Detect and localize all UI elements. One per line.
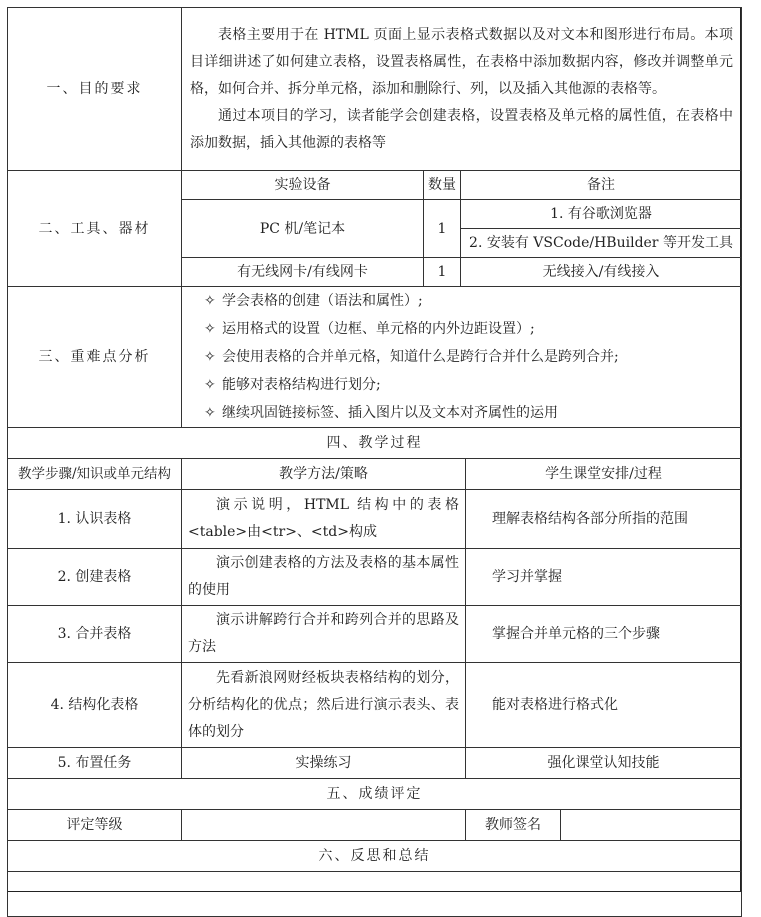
process-step-1: 1. 认识表格 xyxy=(8,490,182,549)
tools-label: 二、工具、器材 xyxy=(8,171,182,287)
tools-note-1a: 1. 有谷歌浏览器 xyxy=(461,200,742,229)
tools-qty-2: 1 xyxy=(424,258,461,287)
process-student-5: 强化课堂认知技能 xyxy=(466,748,742,779)
process-student-2: 学习并掌握 xyxy=(466,549,742,606)
process-title-row xyxy=(8,428,742,459)
key-points-label: 三、重难点分析 xyxy=(8,287,182,428)
process-method-2: 演示创建表格的方法及表格的基本属性的使用 xyxy=(182,549,466,606)
grade-label: 评定等级 xyxy=(8,810,182,841)
key-point-item: ✧ 运用格式的设置（边框、单元格的内外边距设置）; xyxy=(188,315,735,343)
process-header-student: 学生课堂安排/过程 xyxy=(466,459,742,490)
process-method-4: 先看新浪网财经板块表格结构的划分，分析结构化的优点；然后进行演示表头、表体的划分 xyxy=(182,663,466,748)
process-step-3: 3. 合并表格 xyxy=(8,606,182,663)
objectives-content xyxy=(182,8,742,171)
process-header-step: 教学步骤/知识或单元结构 xyxy=(8,459,182,490)
process-row xyxy=(8,606,742,663)
tools-header-row xyxy=(8,171,742,200)
process-method-5: 实操练习 xyxy=(182,748,466,779)
tools-equipment-1: PC 机/笔记本 xyxy=(182,200,424,258)
key-point-item: ✧ 继续巩固链接标签、插入图片以及文本对齐属性的运用 xyxy=(188,399,735,427)
tools-note-2: 无线接入/有线接入 xyxy=(461,258,742,287)
key-point-item: ✧ 会使用表格的合并单元格，知道什么是跨行合并什么是跨列合并; xyxy=(188,343,735,371)
process-label: 四、教学过程 xyxy=(8,428,742,459)
process-row xyxy=(8,490,742,549)
reflection-content-row xyxy=(8,872,742,917)
tools-qty-1: 1 xyxy=(424,200,461,258)
key-point-item: ✧ 能够对表格结构进行划分; xyxy=(188,371,735,399)
process-step-4: 4. 结构化表格 xyxy=(8,663,182,748)
objectives-label: 一、目的要求 xyxy=(8,8,182,171)
process-student-4: 能对表格进行格式化 xyxy=(466,663,742,748)
diamond-bullet-icon: ✧ xyxy=(204,405,216,421)
tools-header-equipment: 实验设备 xyxy=(182,171,424,200)
process-method-1: 演示说明，HTML 结构中的表格<table>由<tr>、<td>构成 xyxy=(182,490,466,549)
tools-header-qty: 数量 xyxy=(424,171,461,200)
process-row xyxy=(8,549,742,606)
diamond-bullet-icon: ✧ xyxy=(204,377,216,393)
objectives-row xyxy=(8,8,742,171)
grading-title-row xyxy=(8,779,742,810)
reflection-label: 六、反思和总结 xyxy=(8,841,742,872)
objectives-paragraph-2: 通过本项目的学习，读者能学会创建表格，设置表格及单元格的属性值，在表格中添加数据，插入其他源的表格等 xyxy=(190,107,733,151)
process-student-3: 掌握合并单元格的三个步骤 xyxy=(466,606,742,663)
tools-header-notes: 备注 xyxy=(461,171,742,200)
process-row xyxy=(8,663,742,748)
process-step-2: 2. 创建表格 xyxy=(8,549,182,606)
grading-label: 五、成绩评定 xyxy=(8,779,742,810)
tools-equipment-2: 有无线网卡/有线网卡 xyxy=(182,258,424,287)
diamond-bullet-icon: ✧ xyxy=(204,349,216,365)
grade-value-cell[interactable] xyxy=(182,810,466,841)
key-points-list xyxy=(182,287,742,428)
diamond-bullet-icon: ✧ xyxy=(204,293,216,309)
signature-value-cell[interactable] xyxy=(561,810,742,841)
signature-label: 教师签名 xyxy=(466,810,561,841)
diamond-bullet-icon: ✧ xyxy=(204,321,216,337)
process-row xyxy=(8,748,742,779)
objectives-paragraph-1: 表格主要用于在 HTML 页面上显示表格式数据以及对文本和图形进行布局。本项目详细讲述了如何建立表格，设置表格属性，在表格中添加数据内容，修改并调整单元格，如何合并、拆分单元格，添加和删除行、列，以及插入其他源的表格等。 xyxy=(190,26,733,97)
process-method-3: 演示讲解跨行合并和跨列合并的思路及方法 xyxy=(182,606,466,663)
process-header-row xyxy=(8,459,742,490)
process-header-method: 教学方法/策略 xyxy=(182,459,466,490)
tools-note-1b: 2. 安装有 VSCode/HBuilder 等开发工具 xyxy=(461,229,742,258)
reflection-content-cell[interactable] xyxy=(8,872,742,917)
key-points-row xyxy=(8,287,742,428)
grading-row xyxy=(8,810,742,841)
key-point-item: ✧ 学会表格的创建（语法和属性）; xyxy=(188,287,735,315)
lesson-plan-table xyxy=(7,7,742,917)
process-step-5: 5. 布置任务 xyxy=(8,748,182,779)
process-student-1: 理解表格结构各部分所指的范围 xyxy=(466,490,742,549)
reflection-title-row xyxy=(8,841,742,872)
